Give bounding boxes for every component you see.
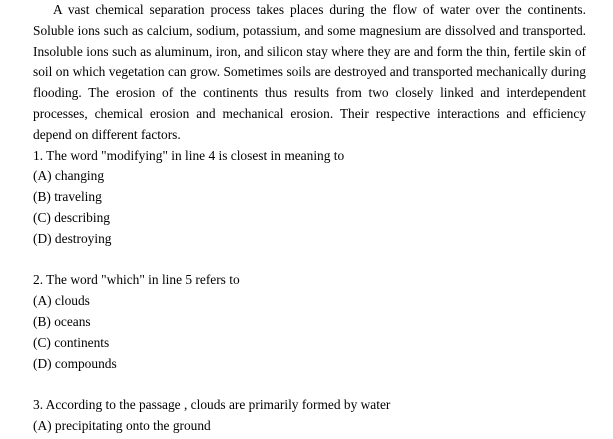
question-1-stem: 1. The word "modifying" in line 4 is closest in meaning to xyxy=(33,147,345,163)
question-1 xyxy=(33,146,586,250)
reading-passage: A vast chemical separation process takes places during the flow of water over the continents. Soluble ions such as calcium, sodium, potassium, and some magnesium are dissolved and transported. Insoluble ions such as aluminum, iron, and silicon stay where they are and form the thin, fertile skin of soil on which vegetation can grow. Sometimes soils are destroyed and transported mechanically during flooding. The erosion of the continents thus results from two closely linked and interdependent processes, chemical erosion and mechanical erosion. Their respective interactions and efficiency depend on different factors. xyxy=(33,2,586,142)
question-1-option-c: (C) describing xyxy=(33,209,110,225)
spacer xyxy=(33,374,586,395)
question-2-option-b: (B) oceans xyxy=(33,313,91,329)
question-2 xyxy=(33,270,586,374)
question-2-option-a: (A) clouds xyxy=(33,293,90,309)
document-page xyxy=(33,0,586,437)
question-1-option-b: (B) traveling xyxy=(33,189,102,205)
question-1-option-d: (D) destroying xyxy=(33,230,112,246)
question-3-stem: 3. According to the passage , clouds are primarily formed by water xyxy=(33,397,391,413)
question-3 xyxy=(33,395,586,437)
spacer xyxy=(33,250,586,271)
question-2-option-d: (D) compounds xyxy=(33,355,117,371)
question-3-option-a: (A) precipitating onto the ground xyxy=(33,417,211,433)
question-1-option-a: (A) changing xyxy=(33,168,105,184)
question-2-stem: 2. The word "which" in line 5 refers to xyxy=(33,272,240,288)
question-2-option-c: (C) continents xyxy=(33,334,110,350)
